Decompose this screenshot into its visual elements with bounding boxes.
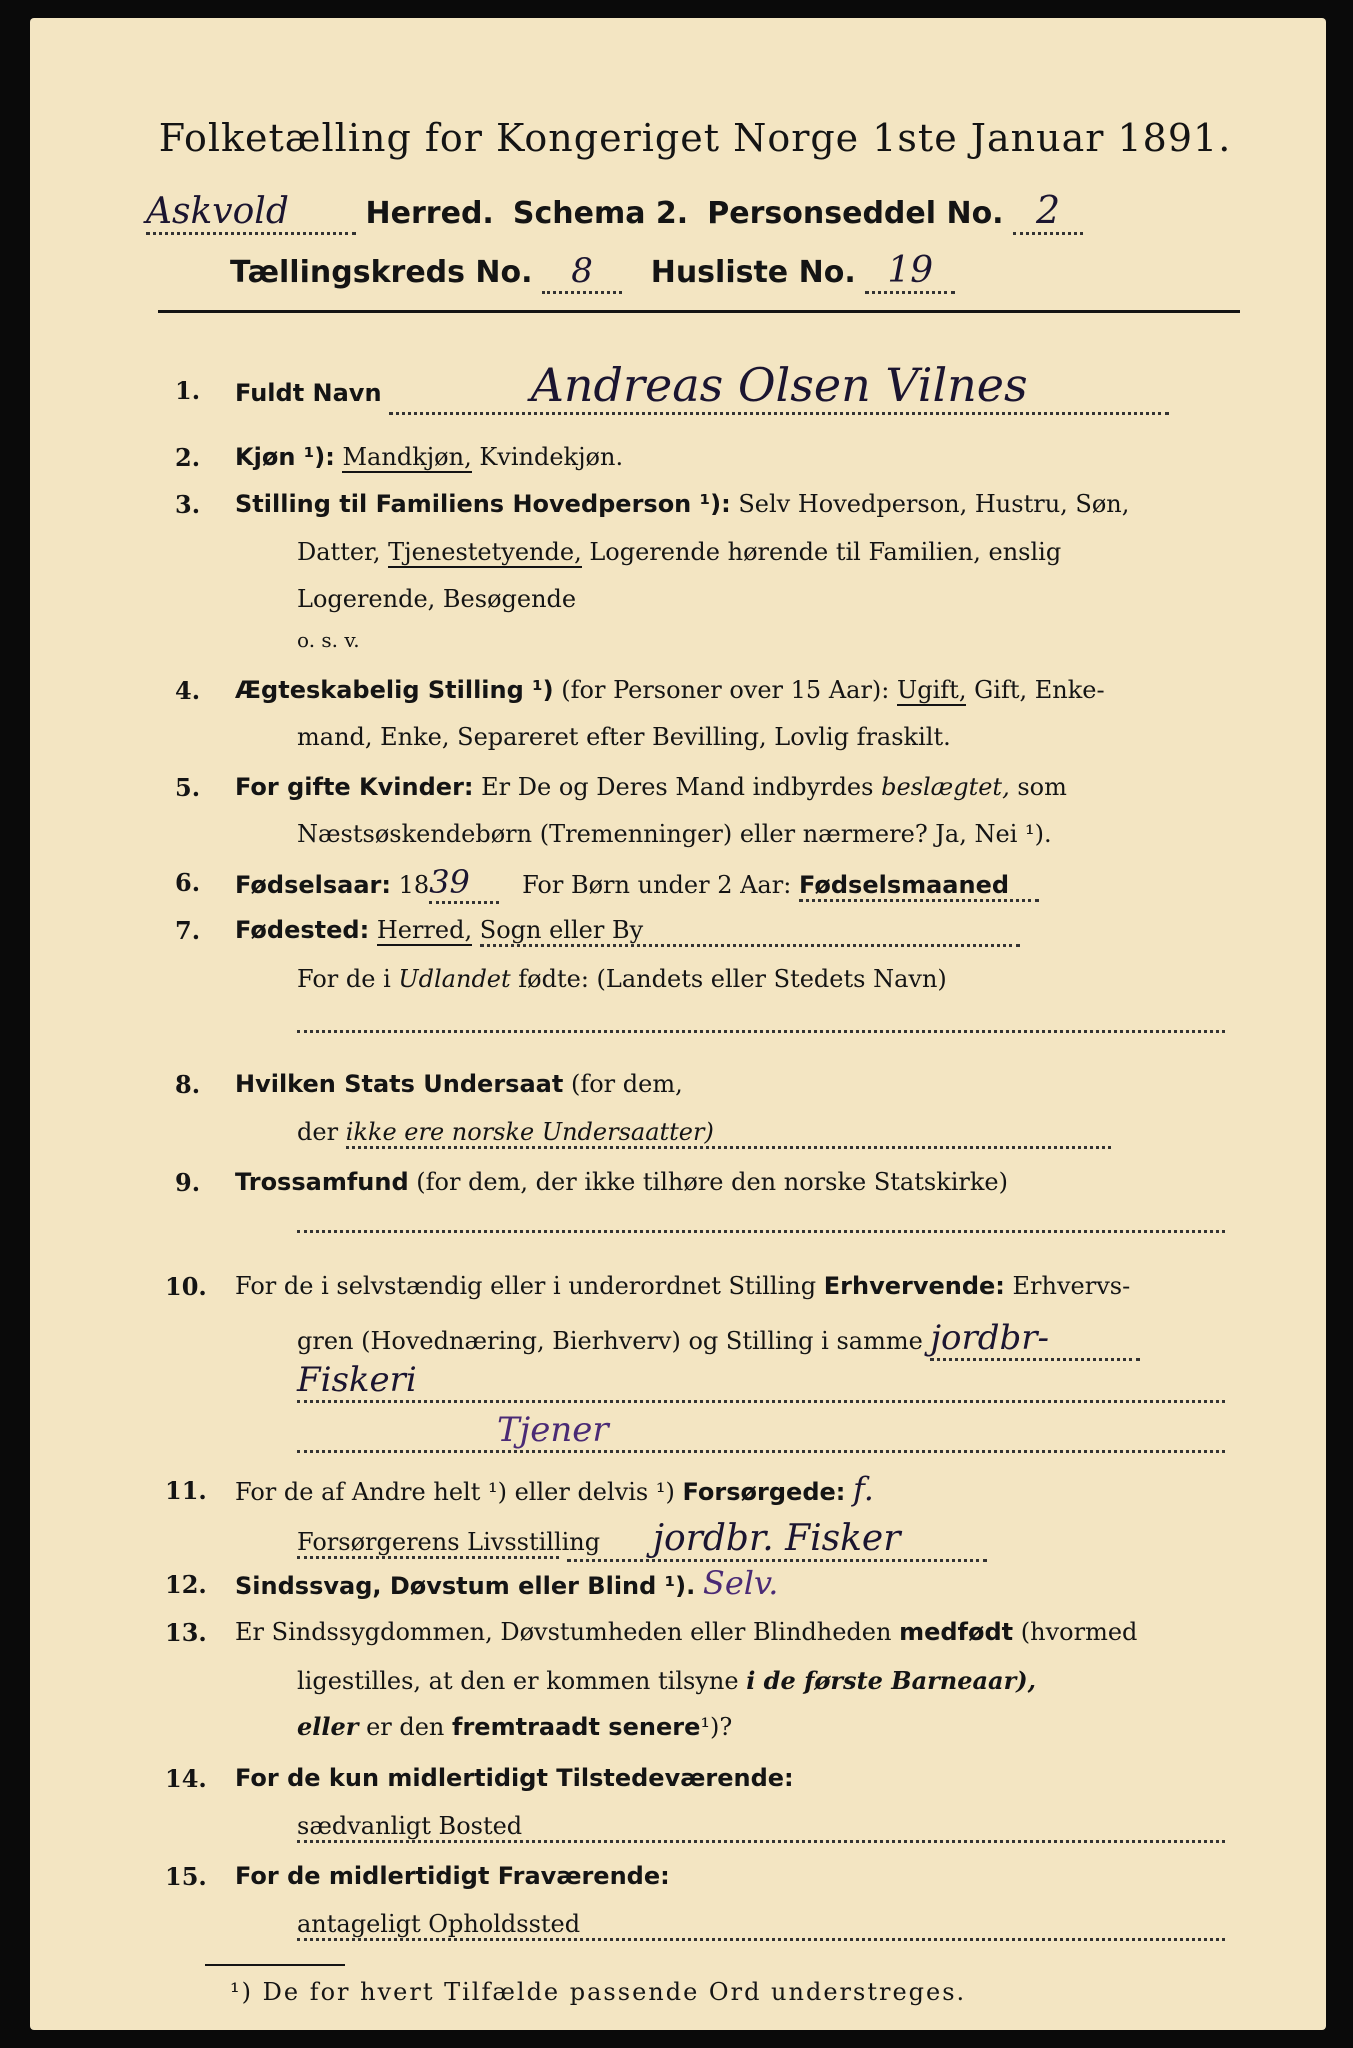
q14-line-2	[297, 1812, 1225, 1843]
q4-line-1	[235, 676, 1105, 704]
q5-number: 5.	[175, 773, 201, 802]
q7-text-udlandet: Udlandet	[398, 965, 511, 993]
q9-number: 9.	[175, 1168, 201, 1197]
q15-number: 15.	[165, 1862, 207, 1891]
q12-label: Sindssvag, Døvstum eller Blind ¹).	[235, 1572, 696, 1600]
kreds-label: Tællingskreds No.	[230, 255, 533, 290]
q10-line-3	[297, 1360, 1225, 1403]
q2-line	[235, 443, 623, 471]
q2-number: 2.	[175, 443, 201, 472]
q8-line-1	[235, 1070, 683, 1098]
q3-line-1	[235, 490, 1129, 518]
q14-number: 14.	[165, 1764, 207, 1793]
q9-answer-line	[297, 1230, 1225, 1233]
q2-option-mandkjon: Mandkjøn,	[342, 443, 472, 471]
q13-text-medfodt: medfødt	[899, 1618, 1014, 1646]
q14-text: sædvanligt Bosted	[297, 1812, 1225, 1843]
herred-name-handwritten: Askvold	[146, 191, 356, 235]
q13-text-5: ¹)?	[700, 1713, 733, 1741]
q13-number: 13.	[165, 1618, 207, 1647]
census-form-sheet	[30, 18, 1326, 2030]
q13-text-2: (hvormed	[1020, 1618, 1138, 1646]
q15-text: antageligt Opholdssted	[297, 1910, 1225, 1941]
q4-option-ugift: Ugift,	[897, 676, 967, 704]
q11-label: Forsørgede:	[682, 1478, 846, 1506]
q3-text-4: o. s. v.	[297, 628, 360, 652]
q11-answer-1: f.	[853, 1470, 874, 1508]
q3-label: Stilling til Familiens Hovedperson ¹):	[235, 490, 731, 518]
q6-number: 6.	[175, 868, 201, 897]
q7-label: Fødested:	[235, 916, 370, 944]
q8-text-1: (for dem,	[570, 1070, 683, 1098]
form-title: Folketælling for Kongeriget Norge 1ste Januar 1891.	[158, 116, 1232, 160]
q7-line-1	[235, 916, 1020, 947]
q4-text-1: (for Personer over 15 Aar):	[561, 676, 890, 704]
q11-answer-2: jordbr. Fisker	[567, 1518, 987, 1562]
q13-line-2	[297, 1666, 1036, 1695]
q13-line-3	[297, 1712, 732, 1741]
q12-line	[235, 1564, 778, 1602]
q3-number: 3.	[175, 490, 201, 519]
q7-text-2: For de i	[297, 965, 391, 993]
q10-line-2	[297, 1318, 1140, 1361]
husliste-label: Husliste No.	[650, 255, 856, 290]
q11-text-1: For de af Andre helt ¹) eller delvis ¹)	[235, 1478, 675, 1506]
q7-line-2	[297, 965, 947, 993]
q7-number: 7.	[175, 916, 201, 945]
q6-line	[235, 863, 1039, 904]
q10-text-2: Erhvervs-	[1012, 1272, 1131, 1300]
q12-number: 12.	[165, 1570, 207, 1599]
q3-text-2: Logerende hørende til Familien, enslig	[589, 538, 1062, 566]
header-rule	[158, 310, 1240, 313]
q6-label: Fødselsaar:	[235, 871, 391, 899]
q1-line	[235, 358, 1169, 415]
q5-text-beslaegtet: beslægtet,	[881, 773, 1010, 801]
q11-line-1	[235, 1470, 874, 1508]
q5-text-2: som	[1017, 773, 1067, 801]
q13-text-1: Er Sindssygdommen, Døvstumheden eller Blindheden	[235, 1618, 892, 1646]
q10-line-1	[235, 1272, 1130, 1300]
footnote: ¹) De for hvert Tilfælde passende Ord understreges.	[230, 1978, 967, 2006]
kreds-number: 8	[542, 251, 622, 294]
q7-option-herred: Herred,	[376, 916, 473, 944]
q10-line-4	[297, 1410, 1225, 1453]
q12-answer: Selv.	[702, 1564, 779, 1602]
q7-text-3: fødte: (Landets eller Stedets Navn)	[518, 965, 947, 993]
q9-text: (for dem, der ikke tilhøre den norske Statskirke)	[416, 1168, 1008, 1196]
q2-label: Kjøn ¹):	[235, 443, 335, 471]
q6-text: For Børn under 2 Aar:	[522, 871, 792, 899]
q6-label-2: Fødselsmaaned	[799, 871, 1039, 902]
herred-label: Herred.	[365, 196, 494, 231]
personseddel-number: 2	[1013, 188, 1083, 235]
q2-option-kvindekjon: Kvindekjøn.	[479, 443, 624, 471]
q1-number: 1.	[175, 376, 201, 405]
q5-label: For gifte Kvinder:	[235, 773, 474, 801]
q4-number: 4.	[175, 676, 201, 705]
q11-text-2: Forsørgerens Livsstilling	[297, 1528, 559, 1559]
q4-text-3: mand, Enke, Separeret efter Bevilling, Lovlig fraskilt.	[297, 723, 951, 751]
q14-line-1	[235, 1764, 794, 1792]
q11-line-2	[297, 1518, 987, 1562]
q15-label: For de midlertidigt Fraværende:	[235, 1862, 670, 1890]
q9-line	[235, 1168, 1008, 1196]
q8-text-3: ikke ere norske Undersaatter)	[346, 1118, 1111, 1149]
q15-line-1	[235, 1862, 670, 1890]
q10-text-3: gren (Hovednæring, Bierhverv) og Stilling i samme	[297, 1327, 923, 1355]
q13-text-3: ligestilles, at den er kommen tilsyne	[297, 1667, 739, 1695]
q6-year-answer: 39	[429, 863, 499, 904]
q3-option-tjenestetyende: Tjenestetyende,	[388, 538, 582, 566]
q10-number: 10.	[165, 1272, 207, 1301]
q7-answer-line	[297, 1030, 1225, 1033]
schema-label: Schema 2.	[512, 196, 689, 231]
q11-number: 11.	[165, 1476, 207, 1505]
q7-text-1: Sogn eller By	[480, 916, 1020, 947]
q9-label: Trossamfund	[235, 1168, 409, 1196]
q10-answer-1: jordbr-	[930, 1318, 1140, 1361]
husliste-number: 19	[865, 250, 955, 294]
q4-label: Ægteskabelig Stilling ¹)	[235, 676, 554, 704]
q8-text-2: der	[297, 1118, 339, 1146]
q13-text-senere: fremtraadt senere	[452, 1713, 701, 1741]
q6-year-prefix: 18	[398, 871, 430, 899]
q8-number: 8.	[175, 1070, 201, 1099]
q10-text-1: For de i selvstændig eller i underordnet Stilling	[235, 1272, 817, 1300]
q10-answer-3: Tjener	[297, 1410, 1225, 1453]
q5-text-1: Er De og Deres Mand indbyrdes	[481, 773, 874, 801]
q15-line-2	[297, 1910, 1225, 1941]
q13-text-barneaar: i de første Barneaar),	[746, 1666, 1036, 1695]
q13-text-4: er den	[366, 1713, 445, 1741]
q13-line-1	[235, 1618, 1137, 1646]
q13-text-eller: eller	[297, 1712, 359, 1741]
q4-text-2: Gift, Enke-	[974, 676, 1105, 704]
q8-label: Hvilken Stats Undersaat	[235, 1070, 564, 1098]
q14-label: For de kun midlertidigt Tilstedeværende:	[235, 1764, 794, 1792]
q1-label: Fuldt Navn	[235, 379, 382, 407]
q3-line-2	[297, 538, 1061, 566]
q3-text-3: Logerende, Besøgende	[297, 585, 577, 613]
q10-answer-2: Fiskeri	[297, 1360, 1225, 1403]
q8-line-2	[297, 1118, 1111, 1149]
q10-label: Erhvervende:	[823, 1272, 1005, 1300]
personseddel-label: Personseddel No.	[707, 196, 1004, 231]
q5-text-3: Næstsøskendebørn (Tremenninger) eller nærmere? Ja, Nei ¹).	[297, 820, 1052, 848]
q1-answer-name: Andreas Olsen Vilnes	[389, 358, 1169, 415]
q3-option-datter: Datter,	[297, 538, 381, 566]
header-herred-line	[146, 188, 1083, 235]
header-kreds-line	[230, 250, 955, 294]
q3-text-1: Selv Hovedperson, Hustru, Søn,	[738, 490, 1130, 518]
q5-line-1	[235, 773, 1067, 801]
footnote-rule	[205, 1964, 345, 1966]
